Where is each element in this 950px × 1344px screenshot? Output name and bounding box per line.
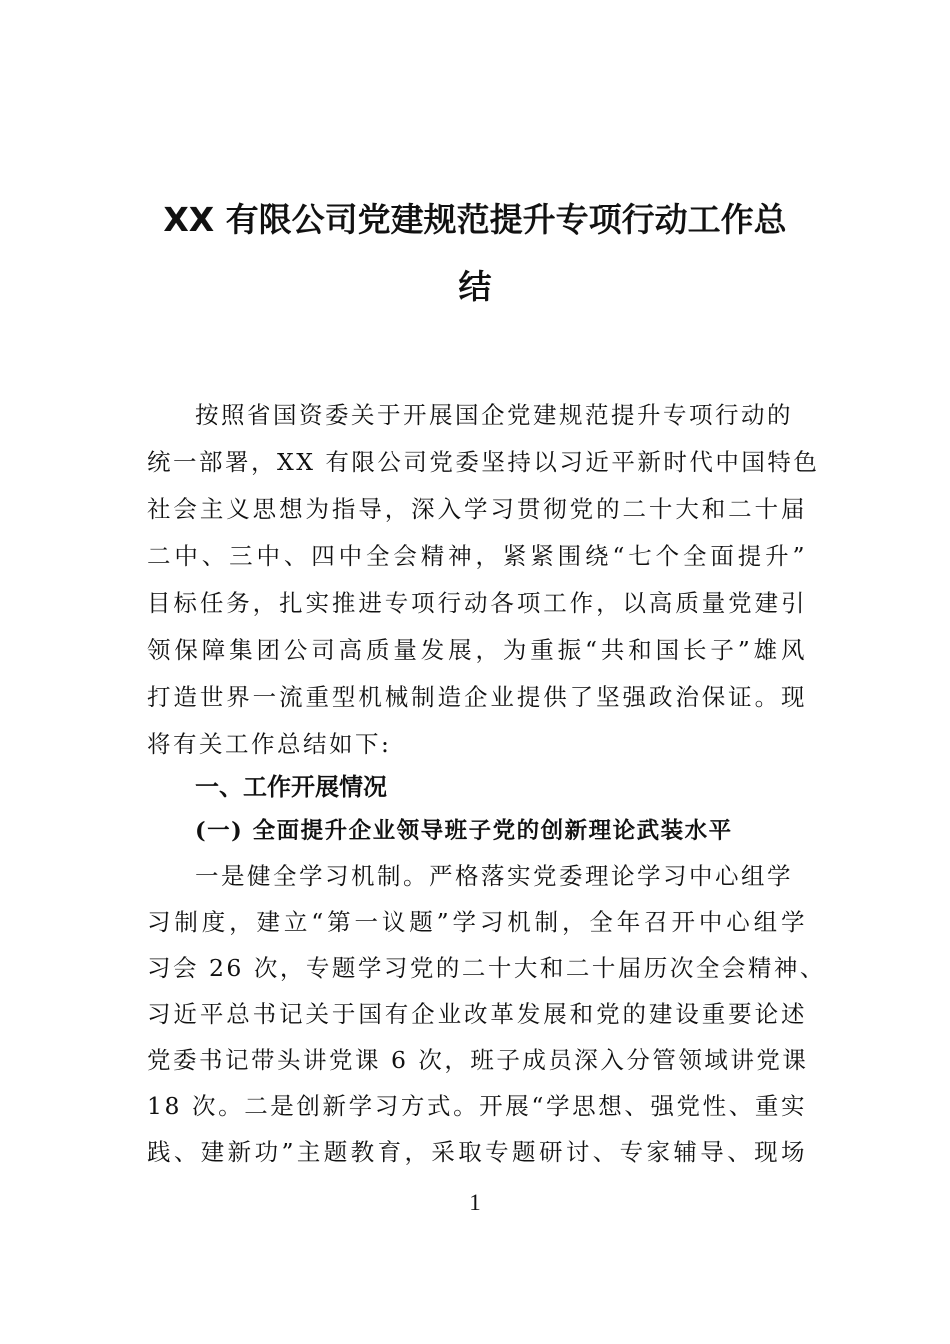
paragraph-line: 习会 26 次，专题学习党的二十大和二十届历次全会精神、 <box>147 954 826 982</box>
paragraph-line: 党委书记带头讲党课 6 次，班子成员深入分管领域讲党课 <box>147 1046 809 1074</box>
paragraph-line: 二中、三中、四中全会精神，紧紧围绕“七个全面提升” <box>147 542 807 570</box>
page-number: 1 <box>469 1190 481 1215</box>
document-title-line-2: 结 <box>458 267 492 306</box>
paragraph-line: 目标任务，扎实推进专项行动各项工作，以高质量党建引 <box>147 589 807 617</box>
paragraph-line: 打造世界一流重型机械制造企业提供了坚强政治保证。现 <box>147 683 807 711</box>
paragraph-line: 习近平总书记关于国有企业改革发展和党的建设重要论述 <box>147 1000 807 1028</box>
paragraph-line: 按照省国资委关于开展国企党建规范提升专项行动的 <box>195 401 793 429</box>
paragraph-line: 社会主义思想为指导，深入学习贯彻党的二十大和二十届 <box>147 495 807 523</box>
paragraph-line: 将有关工作总结如下: <box>147 730 392 758</box>
paragraph-line: 一是健全学习机制。严格落实党委理论学习中心组学 <box>195 862 793 890</box>
paragraph-line: 18 次。二是创新学习方式。开展“学思想、强党性、重实 <box>147 1092 807 1120</box>
subsection-heading: (一) 全面提升企业领导班子党的创新理论武装水平 <box>195 818 733 844</box>
paragraph-line: 领保障集团公司高质量发展，为重振“共和国长子”雄风 <box>147 636 807 664</box>
paragraph-line: 习制度，建立“第一议题”学习机制，全年召开中心组学 <box>147 908 807 936</box>
paragraph-line: 践、建新功”主题教育，采取专题研讨、专家辅导、现场 <box>147 1138 807 1166</box>
section-heading: 一、工作开展情况 <box>195 773 387 801</box>
paragraph-line: 统一部署，XX 有限公司党委坚持以习近平新时代中国特色 <box>147 448 820 476</box>
document-title-line-1: XX 有限公司党建规范提升专项行动工作总 <box>163 200 787 239</box>
